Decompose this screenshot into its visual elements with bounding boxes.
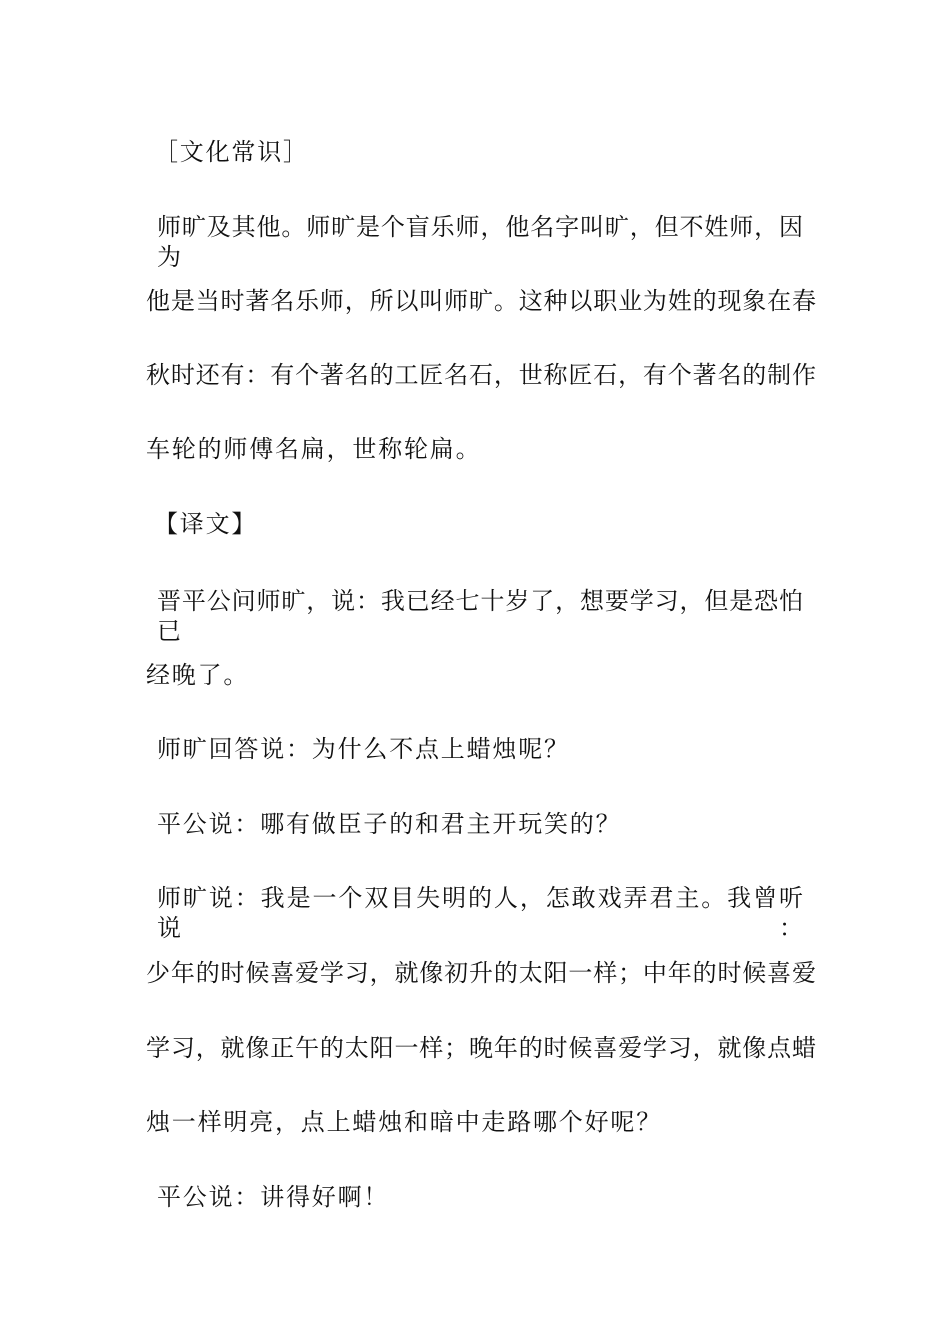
translation-line-3: 师旷回答说：为什么不点上蜡烛呢？: [157, 735, 570, 763]
translation-line-1: 晋平公问师旷，说：我已经七十岁了，想要学习，但是恐怕已: [157, 587, 803, 645]
culture-line-4: 车轮的师傅名扁，世称轮扁。: [146, 435, 482, 463]
translation-line-9: 平公说：讲得好啊！: [157, 1183, 390, 1211]
translation-line-7: 学习，就像正午的太阳一样；晚年的时候喜爱学习，就像点蜡: [146, 1034, 816, 1062]
culture-line-3: 秋时还有：有个著名的工匠名石，世称匠石，有个著名的制作: [146, 361, 816, 389]
translation-line-6: 少年的时候喜爱学习，就像初升的太阳一样；中年的时候喜爱: [146, 959, 816, 987]
translation-line-8: 烛一样明亮，点上蜡烛和暗中走路哪个好呢？: [146, 1108, 662, 1136]
culture-line-1: 师旷及其他。师旷是个盲乐师，他名字叫旷，但不姓师，因为: [157, 213, 803, 271]
translation-heading: 【译文】: [154, 510, 258, 538]
translation-line-2: 经晚了。: [146, 661, 250, 689]
translation-line-4: 平公说：哪有做臣子的和君主开玩笑的？: [157, 810, 622, 838]
culture-line-2: 他是当时著名乐师，所以叫师旷。这种以职业为姓的现象在春: [146, 287, 816, 315]
culture-heading: ［文化常识］: [154, 138, 309, 166]
translation-line-5: 师旷说：我是一个双目失明的人，怎敢戏弄君主。我曾听说：: [157, 884, 803, 942]
